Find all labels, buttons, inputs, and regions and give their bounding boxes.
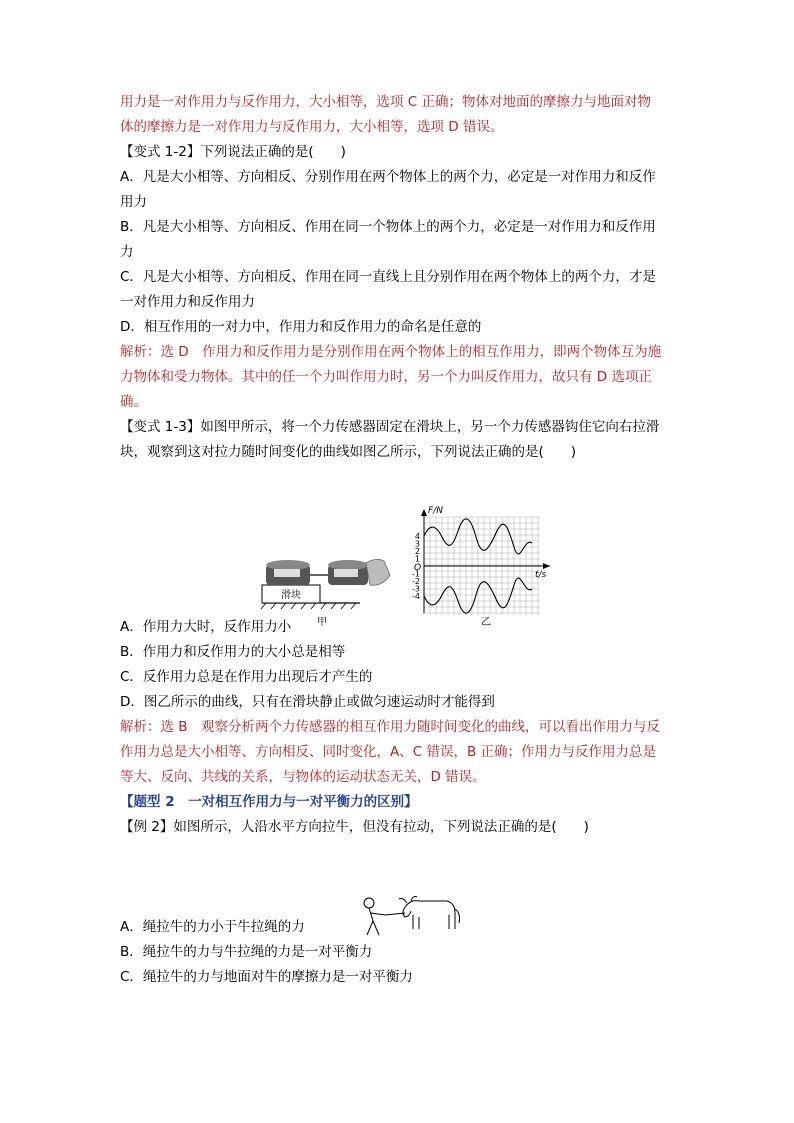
- text-line: 作用力总是大小相等、方向相反、同时变化，A、C 错误，B 正确；作用力与反作用力总是: [120, 744, 657, 760]
- text-line: A．凡是大小相等、方向相反、分别作用在两个物体上的两个力，必定是一对作用力和反作: [120, 169, 656, 185]
- text-line: A．绳拉牛的力小于牛拉绳的力: [120, 919, 305, 935]
- figure-space: [120, 465, 680, 490]
- text-line: B．凡是大小相等、方向相反、作用在同一个物体上的两个力，必定是一对作用力和反作用: [120, 219, 656, 235]
- text-line: 【例 2】如图所示，人沿水平方向拉牛，但没有拉动，下列说法正确的是( ): [120, 819, 589, 835]
- text-line: 解析：选 B 观察分析两个力传感器的相互作用力随时间变化的曲线，可以看出作用力与反: [120, 719, 661, 735]
- text-line: 【题型 2 一对相互作用力与一对平衡力的区别】: [120, 794, 418, 810]
- text-line: 块，观察到这对拉力随时间变化的曲线如图乙所示，下列说法正确的是( ): [120, 444, 577, 460]
- text-line: 体的摩擦力是一对作用力与反作用力，大小相等，选项 D 错误。: [120, 119, 504, 135]
- text-line: 力物体和受力物体。其中的任一个力叫作用力时，另一个力叫反作用力，故只有 D 选项正: [120, 369, 652, 385]
- text-line: 【变式 1-2】下列说法正确的是( ): [120, 144, 346, 160]
- y-tick-label: 4: [414, 532, 420, 541]
- text-line: A．作用力大时，反作用力小: [120, 619, 292, 635]
- y-tick-label: 2: [414, 547, 420, 556]
- origin-label: O: [414, 563, 422, 573]
- figure-space: [120, 840, 680, 865]
- y-tick-label: -3: [412, 584, 420, 594]
- sensor-apparatus-illustration: [261, 559, 390, 609]
- y-tick-label: 3: [414, 539, 420, 549]
- x-axis-label: t/s: [535, 570, 547, 580]
- force-time-graph: [421, 509, 550, 615]
- text-line: 力: [120, 244, 134, 260]
- text-line: C．反作用力总是在作用力出现后才产生的: [120, 669, 373, 685]
- y-axis-label: F/N: [428, 506, 443, 516]
- text-line: B．作用力和反作用力的大小总是相等: [120, 644, 346, 660]
- text-line: 【变式 1-3】如图甲所示，将一个力传感器固定在滑块上，另一个力传感器钩住它向右拉滑: [120, 419, 660, 435]
- y-tick-label: -4: [412, 592, 420, 601]
- block-label: 滑块: [281, 590, 301, 601]
- text-line: C．凡是大小相等、方向相反、作用在同一直线上且分别作用在两个物体上的两个力，才是: [120, 269, 656, 285]
- text-line: 用力是一对作用力与反作用力，大小相等，选项 C 正确；物体对地面的摩擦力与地面对物: [120, 94, 652, 110]
- y-tick-label: 1: [414, 554, 420, 564]
- sensor-figure: [252, 503, 552, 633]
- text-line: B．绳拉牛的力与牛拉绳的力是一对平衡力: [120, 944, 373, 960]
- person-pulling-ox-illustration: [355, 883, 465, 943]
- y-tick-label: -2: [412, 577, 420, 586]
- text-line: 等大、反向、共线的关系，与物体的运动状态无关，D 错误。: [120, 769, 486, 785]
- caption-yi: 乙: [481, 617, 491, 628]
- caption-jia: 甲: [317, 617, 327, 628]
- text-line: 解析：选 D 作用力和反作用力是分别作用在两个物体上的相互作用力，即两个物体互为施: [120, 344, 662, 360]
- text-line: 一对作用力和反作用力: [120, 294, 255, 310]
- y-tick-label: -1: [412, 569, 420, 579]
- text-line: 确。: [120, 394, 147, 410]
- text-line: D．相互作用的一对力中，作用力和反作用力的命名是任意的: [120, 319, 482, 335]
- text-line: 用力: [120, 194, 147, 210]
- text-line: D．图乙所示的曲线，只有在滑块静止或做匀速运动时才能得到: [120, 694, 495, 710]
- text-line: C．绳拉牛的力与地面对牛的摩擦力是一对平衡力: [120, 969, 413, 985]
